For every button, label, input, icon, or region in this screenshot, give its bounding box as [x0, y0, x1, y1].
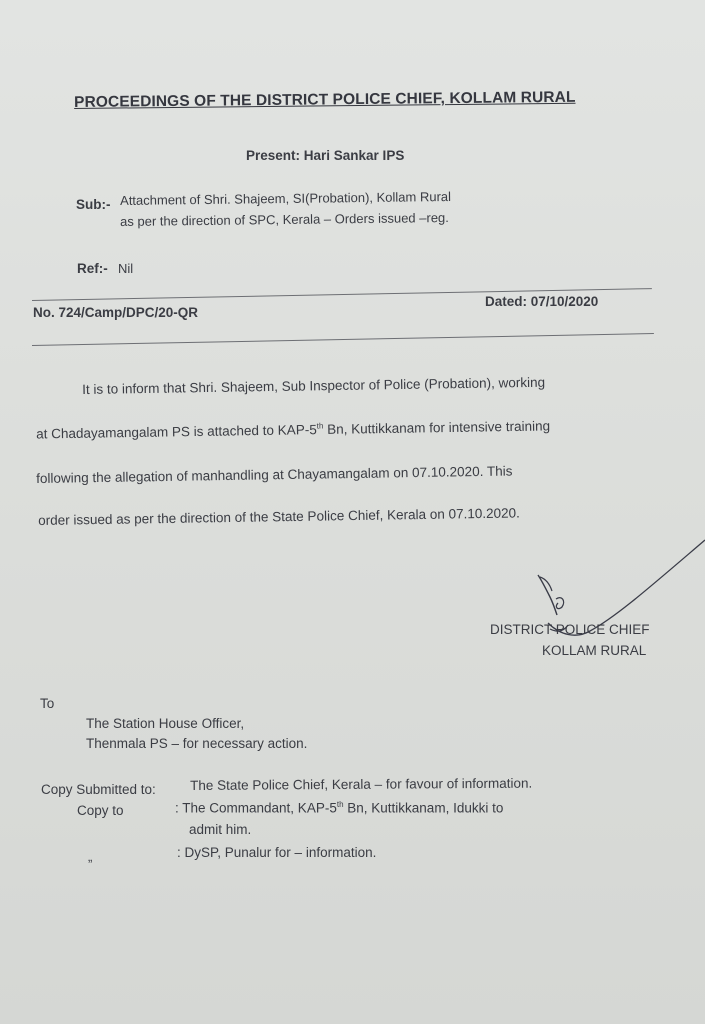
reference-value: Nil	[118, 261, 134, 276]
body-line-4: order issued as per the direction of the State Police Chief, Kerala on 07.10.2020.	[38, 505, 520, 528]
addressee-line-1: The Station House Officer,	[86, 716, 245, 731]
copy-to-line-1-start: : The Commandant, KAP-5	[175, 800, 337, 816]
subject-line-2: as per the direction of SPC, Kerala – Orders issued –reg.	[120, 209, 449, 229]
subject-label: Sub:-	[76, 197, 111, 212]
copy-submitted-label: Copy Submitted to:	[41, 782, 156, 797]
bottom-divider	[32, 333, 654, 346]
order-number: No. 724/Camp/DPC/20-QR	[33, 305, 199, 320]
copy-to-line-3: : DySP, Punalur for – information.	[177, 845, 377, 860]
copy-to-line-1-end: Bn, Kuttikkanam, Idukki to	[343, 800, 504, 816]
copy-to-line-1	[175, 800, 503, 816]
signatory-designation: DISTRICT POLICE CHIEF	[490, 622, 650, 637]
copy-submitted-value: The State Police Chief, Kerala – for favour of information.	[190, 775, 533, 793]
body-line-1: It is to inform that Shri. Shajeem, Sub Inspector of Police (Probation), working	[82, 374, 546, 397]
body-line-3: following the allegation of manhandling at Chayamangalam on 07.10.2020. This	[36, 463, 513, 486]
to-label: To	[40, 696, 55, 711]
reference-label: Ref:-	[77, 261, 108, 276]
subject-line-1: Attachment of Shri. Shajeem, SI(Probation), Kollam Rural	[120, 188, 452, 208]
body-line-2-sup: th	[316, 421, 324, 431]
copy-to-line-2: admit him.	[189, 822, 252, 837]
signatory-district: KOLLAM RURAL	[542, 643, 647, 658]
order-date: Dated: 07/10/2020	[485, 294, 599, 309]
addressee-line-2: Thenmala PS – for necessary action.	[86, 736, 308, 751]
document-title: PROCEEDINGS OF THE DISTRICT POLICE CHIEF, KOLLAM RURAL	[74, 88, 576, 111]
copy-to-label: Copy to	[77, 803, 124, 818]
body-line-2	[36, 418, 550, 442]
copy-to-line-1-sup: th	[336, 800, 344, 809]
body-line-2-end: Bn, Kuttikkanam for intensive training	[323, 418, 551, 437]
present-officer: Present: Hari Sankar IPS	[246, 148, 405, 163]
body-line-2-start: at Chadayamangalam PS is attached to KAP-5	[36, 422, 317, 442]
ditto-mark: „	[88, 849, 93, 864]
